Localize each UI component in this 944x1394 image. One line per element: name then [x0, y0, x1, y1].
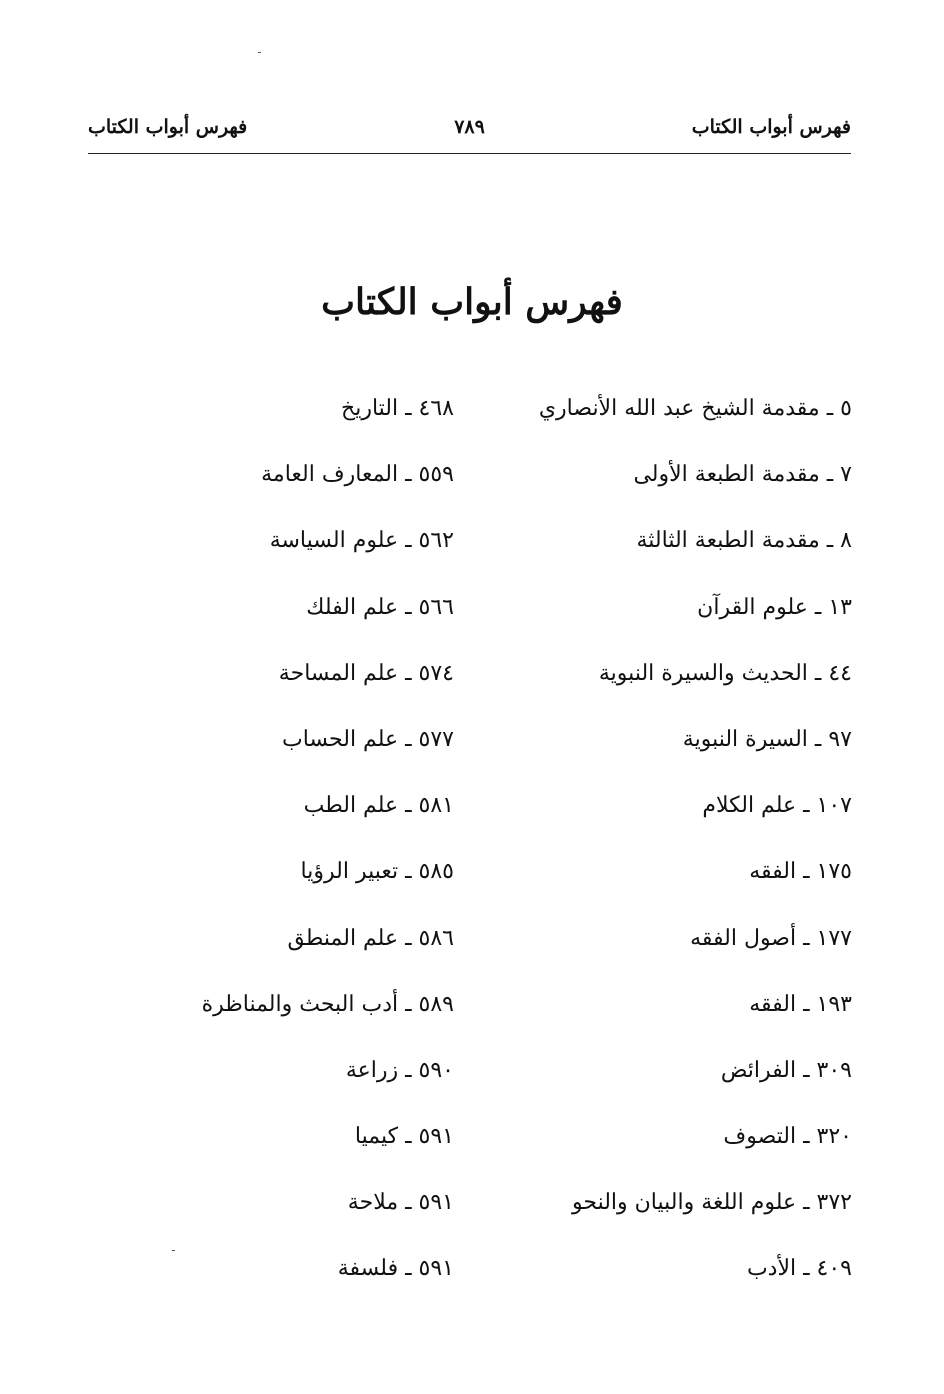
toc-entry-title: علم المنطق [287, 925, 399, 951]
toc-entry: ٥٩١ ـ فلسفة [337, 1256, 454, 1282]
toc-entry-title: أصول الفقه [690, 925, 797, 951]
toc-entry-title: علم الكلام [702, 793, 797, 819]
toc-entry-title: كيميا [354, 1124, 399, 1150]
toc-entry: ٥٩١ ـ كيميا [354, 1124, 454, 1150]
toc-page-number: ٥٧٤ [418, 660, 454, 686]
toc-entry-title: زراعة [345, 1057, 399, 1083]
toc-page-number: ٥٩١ [418, 1256, 454, 1282]
toc-entry-title: علم الفلك [306, 594, 399, 620]
toc-page-number: ١٩٣ [816, 991, 852, 1017]
toc-entry: ١٩٣ ـ الفقه [749, 991, 852, 1017]
toc-entry: ٥٨١ ـ علم الطب [303, 793, 454, 819]
toc-entry-title: علم المساحة [278, 660, 399, 686]
toc-page-number: ٤٦٨ [418, 396, 454, 421]
toc-page-number: ٤٤ [828, 660, 852, 686]
toc-entry-title: علوم السياسة [269, 528, 399, 554]
toc-page-number: ٥٩١ [418, 1124, 454, 1150]
toc-entry: ٥٧٤ ـ علم المساحة [278, 660, 454, 686]
running-header-title-right: فهرس أبواب الكتاب [691, 116, 851, 138]
toc-entry: ٥٦٦ ـ علم الفلك [306, 594, 454, 620]
toc-entry-title: علوم اللغة والبيان والنحو [572, 1190, 797, 1216]
toc-entry: ٥٦٢ ـ علوم السياسة [269, 528, 454, 554]
scan-speck [172, 1250, 175, 1251]
toc-page-number: ٥٩١ [418, 1190, 454, 1216]
toc-page-number: ٨ [840, 528, 852, 554]
toc-page-number: ١٧٧ [816, 925, 852, 951]
toc-entry: ٣٧٢ ـ علوم اللغة والبيان والنحو [572, 1190, 852, 1216]
toc-entry-title: الحديث والسيرة النبوية [598, 660, 808, 686]
toc-entry-title: علم الطب [303, 793, 399, 819]
page-title: فهرس أبواب الكتاب [321, 281, 623, 323]
toc-entry: ٥٨٦ ـ علم المنطق [287, 925, 454, 951]
toc-entry: ٤٤ ـ الحديث والسيرة النبوية [598, 660, 852, 686]
toc-entry: ١٧٧ ـ أصول الفقه [690, 925, 852, 951]
toc-page-number: ٤٠٩ [816, 1256, 852, 1282]
toc-page-number: ٥٨٥ [418, 859, 454, 885]
toc-page-number: ٧ [840, 462, 852, 488]
toc-page-number: ٣٠٩ [816, 1057, 852, 1083]
toc-entry: ٥٨٩ ـ أدب البحث والمناظرة [201, 991, 454, 1017]
toc-entry-title: المعارف العامة [261, 462, 399, 488]
toc-page-number: ٥٦٦ [418, 594, 454, 620]
toc-entry: ١٠٧ ـ علم الكلام [702, 793, 852, 819]
toc-entry: ٧ ـ مقدمة الطبعة الأولى [633, 462, 852, 488]
toc-page-number: ٥٩٠ [418, 1057, 454, 1083]
toc-entry: ٤٠٩ ـ الأدب [746, 1256, 852, 1282]
toc-page-number: ٣٢٠ [816, 1124, 852, 1150]
header-rule [88, 153, 851, 154]
toc-entry-title: التاريخ [341, 396, 399, 421]
toc-entry-title: علوم القرآن [697, 594, 808, 620]
page-number: ٧٨٩ [454, 116, 485, 138]
toc-entry: ١٣ ـ علوم القرآن [697, 594, 852, 620]
toc-entry: ٥٨٥ ـ تعبير الرؤيا [300, 859, 454, 885]
toc-page-number: ٥ [840, 396, 852, 421]
toc-entry: ٥٩١ ـ ملاحة [347, 1190, 454, 1216]
toc-page-number: ٥٧٧ [418, 726, 454, 752]
toc-entry-title: ملاحة [347, 1190, 399, 1216]
toc-entry: ٥٧٧ ـ علم الحساب [282, 726, 454, 752]
toc-entry: ٣٢٠ ـ التصوف [723, 1124, 852, 1150]
toc-entry-title: الفقه [749, 991, 797, 1017]
toc-page-number: ٥٨٩ [418, 991, 454, 1017]
toc-page-number: ١٣ [828, 594, 852, 620]
toc-entry-title: تعبير الرؤيا [300, 859, 399, 885]
toc-entry: ٩٧ ـ السيرة النبوية [682, 726, 852, 752]
toc-page-number: ٩٧ [828, 726, 852, 752]
toc-entry-title: الفرائض [720, 1057, 797, 1083]
toc-entry: ٨ ـ مقدمة الطبعة الثالثة [636, 528, 852, 554]
toc-page-number: ٥٨٦ [418, 925, 454, 951]
running-header-title-left: فهرس أبواب الكتاب [88, 116, 248, 138]
toc-entry-title: الأدب [746, 1256, 797, 1282]
toc-page-number: ٥٥٩ [418, 462, 454, 488]
toc-entry-title: أدب البحث والمناظرة [201, 991, 399, 1017]
toc-page-number: ٥٨١ [418, 793, 454, 819]
toc-entry: ٥٩٠ ـ زراعة [345, 1057, 454, 1083]
toc-page-number: ١٠٧ [816, 793, 852, 819]
toc-page-number: ١٧٥ [816, 859, 852, 885]
toc-entry-title: علم الحساب [282, 726, 399, 752]
toc-entry: ٣٠٩ ـ الفرائض [720, 1057, 852, 1083]
toc-right-column [472, 376, 852, 1303]
toc-left-column [54, 376, 454, 1303]
toc-entry-title: السيرة النبوية [682, 726, 808, 752]
toc-entry: ٤٦٨ ـ التاريخ [341, 396, 454, 421]
toc-entry-title: مقدمة الطبعة الأولى [633, 462, 820, 488]
running-header [88, 112, 851, 148]
toc-entry-title: مقدمة الشيخ عبد الله الأنصاري [538, 396, 820, 421]
toc-entry: ١٧٥ ـ الفقه [749, 859, 852, 885]
toc-page-number: ٣٧٢ [816, 1190, 852, 1216]
toc-entry-title: فلسفة [337, 1256, 399, 1282]
toc-entry-title: التصوف [723, 1124, 797, 1150]
toc-entry: ٥٥٩ ـ المعارف العامة [261, 462, 454, 488]
toc-entry-title: الفقه [749, 859, 797, 885]
toc-entry: ٥ ـ مقدمة الشيخ عبد الله الأنصاري [538, 396, 852, 421]
toc-page-number: ٥٦٢ [418, 528, 454, 554]
toc-entry-title: مقدمة الطبعة الثالثة [636, 528, 820, 554]
scan-speck [258, 52, 261, 53]
